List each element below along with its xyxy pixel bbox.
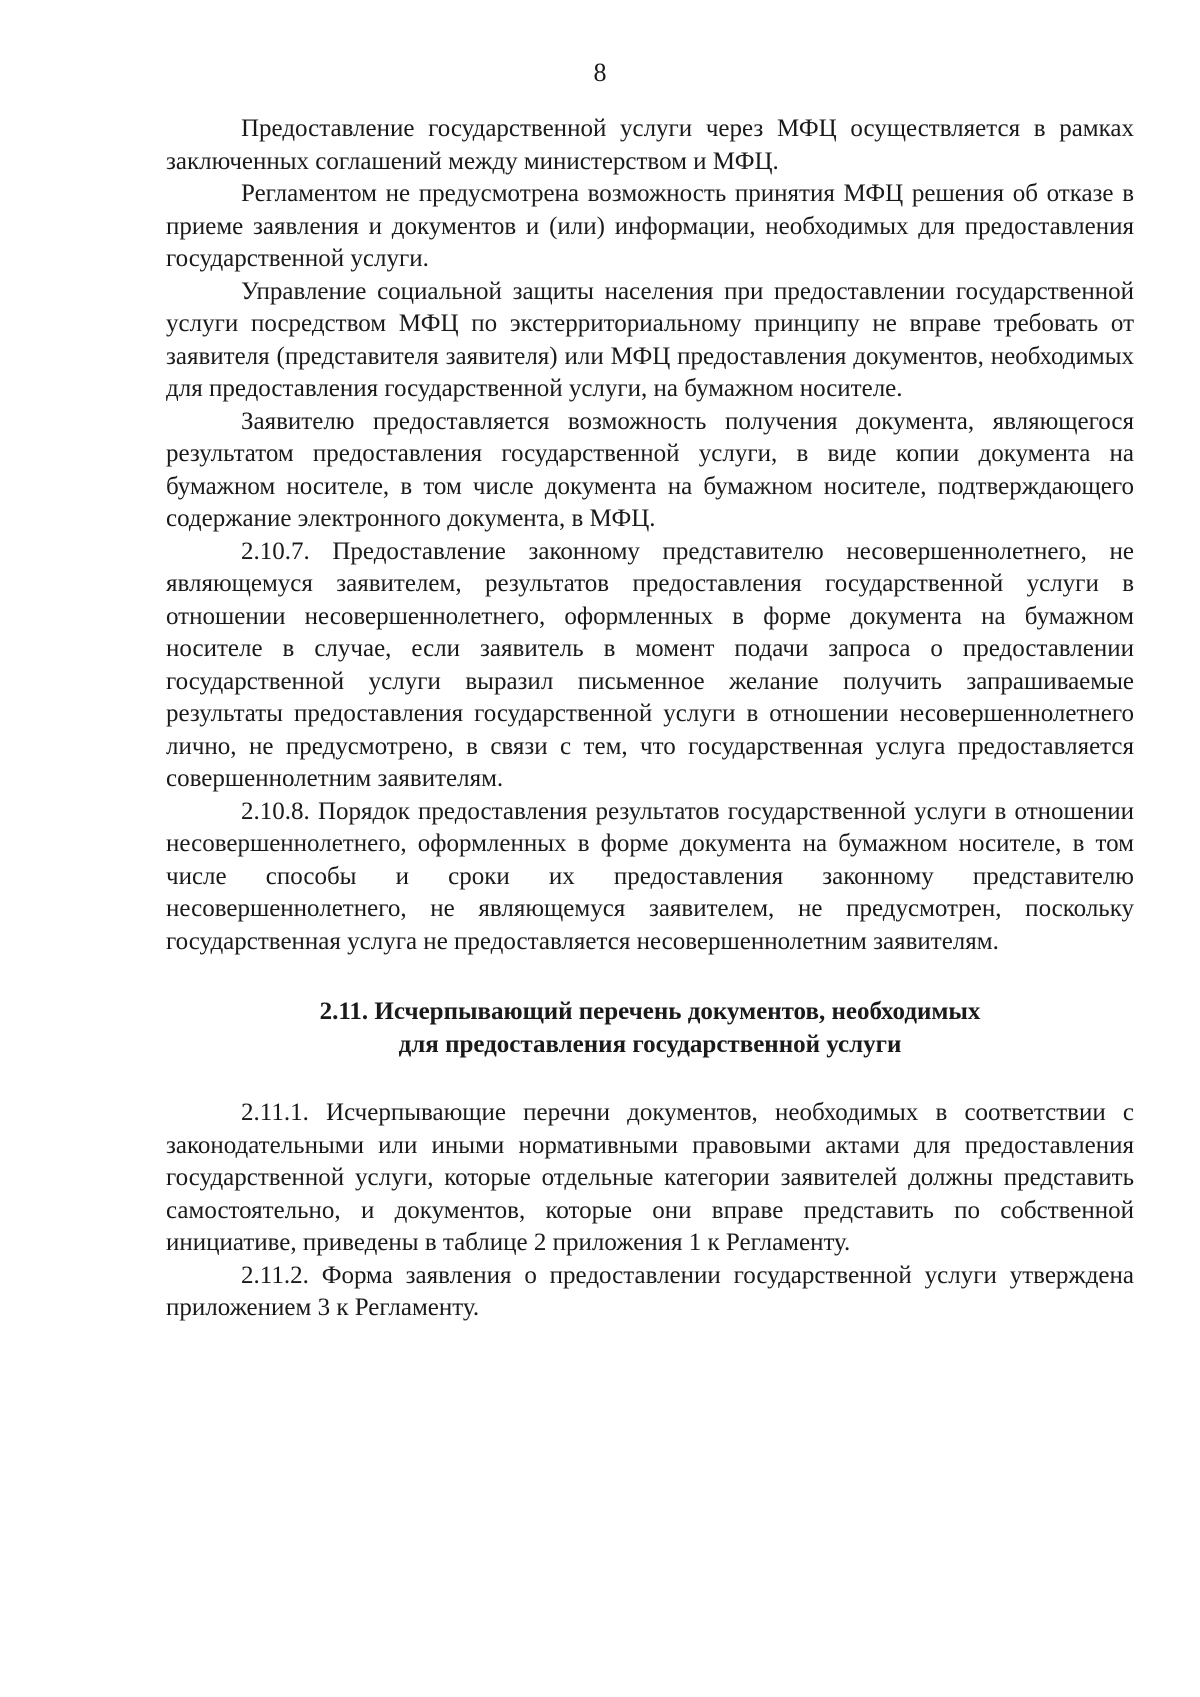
paragraph-2-11-1: 2.11.1. Исчерпывающие перечни документов, необходимых в соответствии с законодательными или иными нормативными правовыми актами для предоставления государственной услуги, которые отдельные категории заявителей должны представить самостоятельно, и документов, которые они вправе представить по собственной инициативе, приведены в таблице 2 приложения 1 к Регламенту. xyxy=(166,1099,1134,1256)
section-heading-line-2: для предоставления государственной услуги xyxy=(398,1030,902,1058)
page-number: 8 xyxy=(593,58,607,87)
section-heading-line-1: 2.11. Исчерпывающий перечень документов, необходимых xyxy=(319,998,981,1025)
paragraph-2-10-7: 2.10.7. Предоставление законному представителю несовершеннолетнего, не являющемуся заявителем, результатов предоставления государственной услуги в отношении несовершеннолетнего, оформленных в форме документа на бумажном носителе в случае, если заявитель в момент подачи запроса о предоставлении государственной услуги выразил письменное желание получить запрашиваемые результаты предоставления государственной услуги в отношении несовершеннолетнего лично, не предусмотрено, в связи с тем, что государственная услуга предоставляется совершеннолетним заявителям. xyxy=(166,537,1134,792)
paragraph-social-protection: Управление социальной защиты населения при предоставлении государственной услуги посредством МФЦ по экстерриториальному принципу не вправе требовать от заявителя (представителя заявителя) или МФЦ предоставления документов, необходимых для предоставления государственной услуги, на бумажном носителе. xyxy=(166,277,1134,402)
paragraph-no-refusal: Регламентом не предусмотрена возможность принятия МФЦ решения об отказе в приеме заявления и документов и (или) информации, необходимых для предоставления государственной услуги. xyxy=(166,180,1134,272)
document-body xyxy=(166,113,1134,1325)
paragraph-2-10-8: 2.10.8. Порядок предоставления результатов государственной услуги в отношении несовершеннолетнего, оформленных в форме документа на бумажном носителе, в том числе способы и сроки их предоставления законному представителю несовершеннолетнего, не являющемуся заявителем, не предусмотрен, поскольку государственная услуга не предоставляется несовершеннолетним заявителям. xyxy=(166,797,1134,955)
paragraph-mfc-agreements: Предоставление государственной услуги через МФЦ осуществляется в рамках заключенных соглашений между министерством и МФЦ. xyxy=(166,115,1134,175)
paragraph-paper-copy: Заявителю предоставляется возможность получения документа, являющегося результатом предоставления государственной услуги, в виде копии документа на бумажном носителе, в том числе документа на бумажном носителе, подтверждающего содержание электронного документа, в МФЦ. xyxy=(166,407,1134,532)
section-heading-2-11 xyxy=(166,996,1134,1061)
paragraph-2-11-2: 2.11.2. Форма заявления о предоставлении государственной услуги утверждена приложением 3 к Регламенту. xyxy=(166,1261,1134,1321)
